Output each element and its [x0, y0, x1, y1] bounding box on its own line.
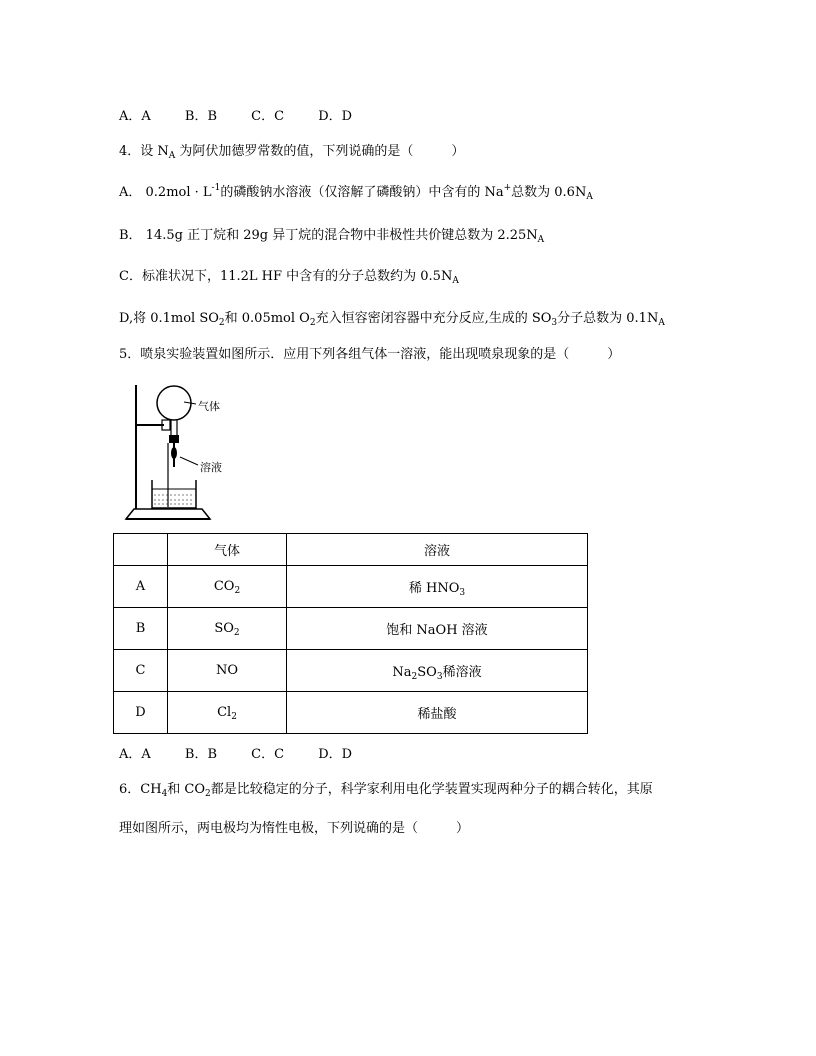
- q4-option-b: B． 14.5g 正丁烷和 29g 异丁烷的混合物中非极性共价键总数为 $2.25N_A$: [119, 228, 545, 245]
- gas-label: 气体: [198, 400, 220, 413]
- option-a: A．A: [119, 109, 151, 124]
- q4-option-d: D,将 0.1mol $SO_2$和 0.05mol $O_2$充入恒容密闭容器中充分反应,生成的 $SO_3$分子总数为 $0.1N_A$: [119, 311, 665, 328]
- table-header: 气体: [168, 534, 287, 566]
- q3-options: [119, 105, 382, 124]
- option-c: C．C: [251, 747, 285, 762]
- option-d: D．D: [318, 747, 353, 762]
- q4-option-c: C．标准状况下，11.2L HF 中含有的分子总数约为 $0.5N_A$: [119, 269, 459, 286]
- q4-stem: 4．设 $N_A$ 为阿伏加德罗常数的值，下列说确的是（ ）: [119, 144, 465, 161]
- option-a: A．A: [119, 747, 151, 762]
- gas-cell: $SO_2$: [168, 608, 287, 650]
- table-header-row: [114, 534, 588, 566]
- table-row: [114, 650, 588, 692]
- solution-cell: 稀盐酸: [287, 692, 588, 734]
- solution-cell: $Na_2SO_3$稀溶液: [287, 650, 588, 692]
- row-label: B: [114, 608, 168, 650]
- q5-stem: 5．喷泉实验装置如图所示．应用下列各组气体一溶液，能出现喷泉现象的是（ ）: [119, 347, 621, 362]
- row-label: A: [114, 566, 168, 608]
- gas-cell: NO: [168, 650, 287, 692]
- q6-stem-line-1: 6．$CH_4$和 $CO_2$都是比较稳定的分子，科学家利用电化学装置实现两种分子的耦合转化，其原: [119, 782, 653, 799]
- table-row: [114, 692, 588, 734]
- option-c: C．C: [251, 109, 285, 124]
- q4-option-a: A． $0.2mol \cdot L^{-1}$的磷酸钠水溶液（仅溶解了磷酸钠）中含有的 Na+总数为 $0.6N_A$: [119, 183, 593, 202]
- row-label: C: [114, 650, 168, 692]
- option-b: B．B: [184, 109, 218, 124]
- table-header: [114, 534, 168, 566]
- option-b: B．B: [184, 747, 218, 762]
- row-label: D: [114, 692, 168, 734]
- table-row: [114, 608, 588, 650]
- option-d: D．D: [318, 109, 353, 124]
- solution-cell: 饱和 NaOH 溶液: [287, 608, 588, 650]
- fountain-apparatus-figure: [124, 377, 224, 527]
- table-header: 溶液: [287, 534, 588, 566]
- q6-stem-line-2: 理如图所示，两电极均为惰性电极，下列说确的是（ ）: [119, 821, 470, 836]
- gas-cell: $CO_2$: [168, 566, 287, 608]
- gas-cell: $Cl_2$: [168, 692, 287, 734]
- solution-label: 溶液: [200, 461, 222, 474]
- q5-options: [119, 743, 382, 762]
- gas-solution-table: [113, 533, 588, 734]
- table-row: [114, 566, 588, 608]
- solution-cell: 稀 $HNO_3$: [287, 566, 588, 608]
